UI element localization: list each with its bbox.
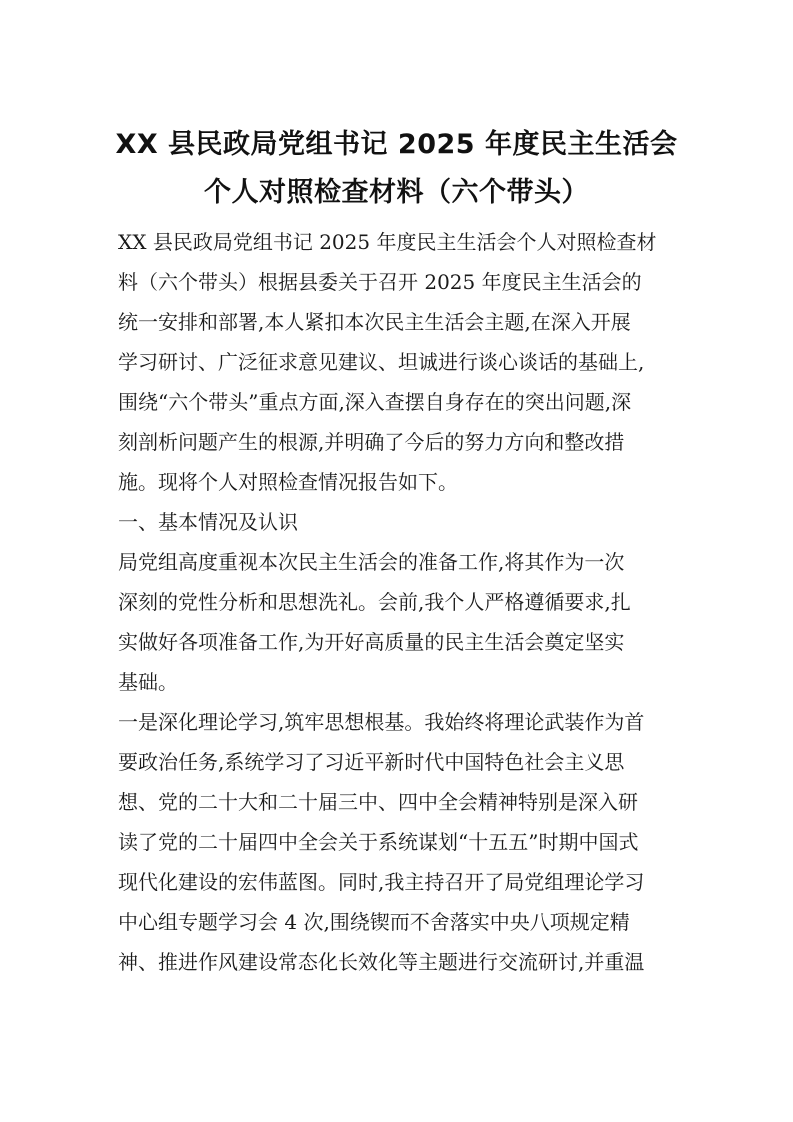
- document-body: [118, 222, 678, 982]
- body-line: 中心组专题学习会 4 次,围绕锲而不舍落实中央八项规定精: [118, 910, 630, 934]
- section-heading: 一、基本情况及认识: [118, 510, 298, 534]
- body-line: 一是深化理论学习,筑牢思想根基。我始终将理论武装作为首: [118, 710, 645, 734]
- body-line: 统一安排和部署,本人紧扣本次民主生活会主题,在深入开展: [118, 310, 631, 334]
- body-line: XX 县民政局党组书记 2025 年度民主生活会个人对照检查材: [118, 230, 657, 254]
- body-line: 局党组高度重视本次民主生活会的准备工作,将其作为一次: [118, 550, 625, 574]
- body-line: 想、党的二十大和二十届三中、四中全会精神特别是深入研: [118, 790, 638, 814]
- body-line: 学习研讨、广泛征求意见建议、坦诚进行谈心谈话的基础上,: [118, 350, 645, 374]
- body-line: 现代化建设的宏伟蓝图。同时,我主持召开了局党组理论学习: [118, 870, 645, 894]
- body-line: 围绕“六个带头”重点方面,深入查摆自身存在的突出问题,深: [118, 390, 632, 414]
- body-line: 要政治任务,系统学习了习近平新时代中国特色社会主义思: [118, 750, 625, 774]
- body-line: 料（六个带头）根据县委关于召开 2025 年度民主生活会的: [118, 270, 642, 294]
- body-line: 深刻的党性分析和思想洗礼。会前,我个人严格遵循要求,扎: [118, 590, 631, 614]
- body-line: 施。现将个人对照检查情况报告如下。: [118, 470, 458, 494]
- body-line: 刻剖析问题产生的根源,并明确了今后的努力方向和整改措: [118, 430, 625, 454]
- body-line: 实做好各项准备工作,为开好高质量的民主生活会奠定坚实: [118, 630, 625, 654]
- body-line: 基础。: [118, 670, 178, 694]
- document-title-line-2: 个人对照检查材料（六个带头）: [204, 177, 589, 208]
- body-line: 神、推进作风建设常态化长效化等主题进行交流研讨,并重温: [118, 950, 645, 974]
- body-line: 读了党的二十届四中全会关于系统谋划“十五五”时期中国式: [118, 830, 639, 854]
- document-title-line-1: XX 县民政局党组书记 2025 年度民主生活会: [115, 129, 678, 160]
